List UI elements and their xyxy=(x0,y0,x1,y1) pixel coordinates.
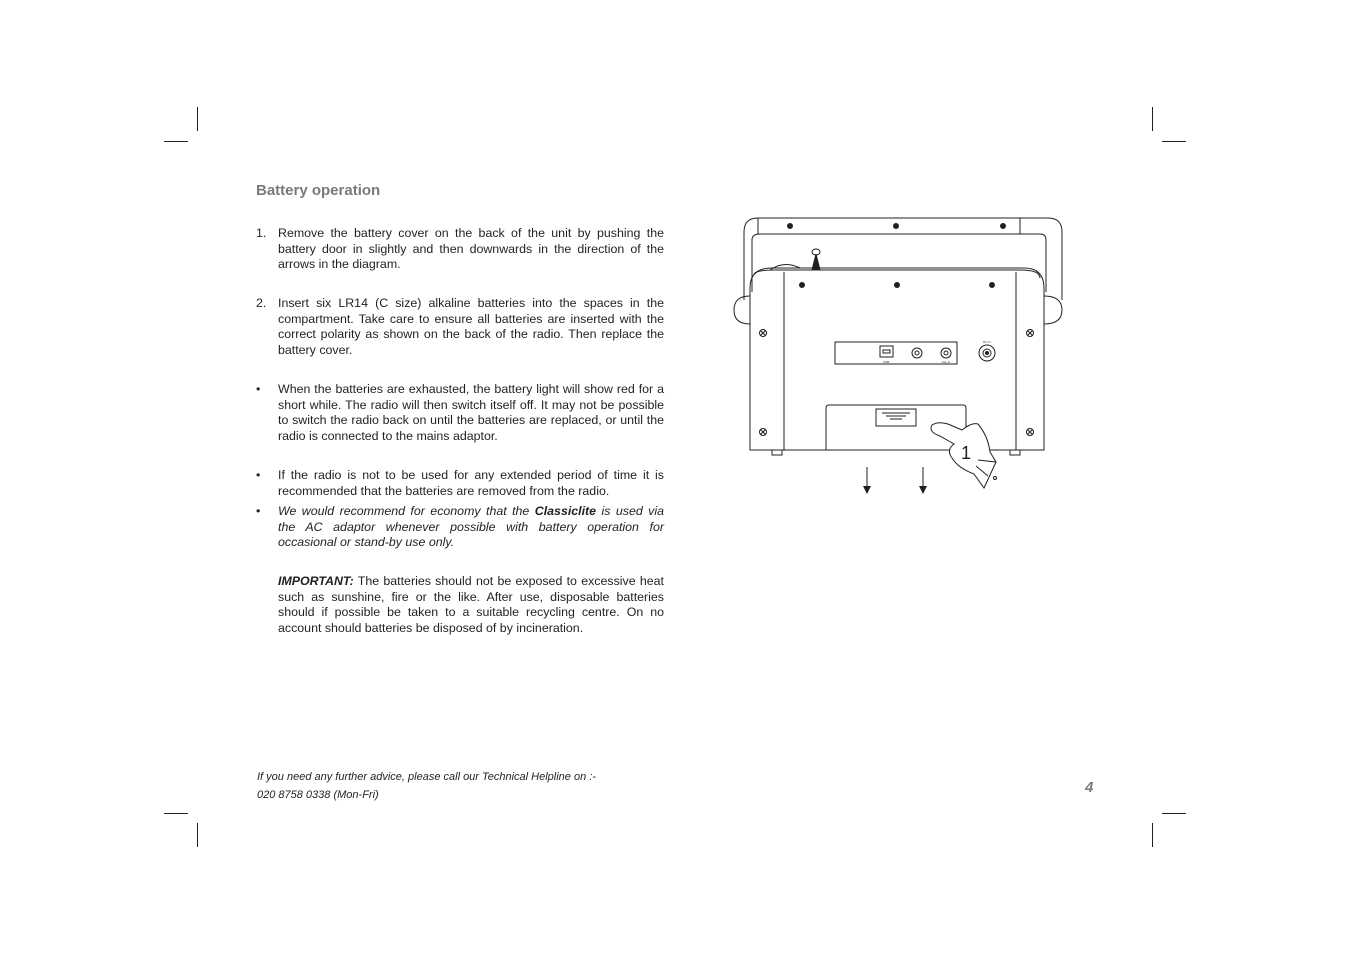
step-text: Remove the battery cover on the back of the unit by pushing the battery door in slightly and then downwards in the direction of the arrows in the diagram. xyxy=(278,226,664,271)
aux-in-label: Aux In xyxy=(941,360,951,364)
footer xyxy=(257,768,596,804)
handle-outline xyxy=(744,218,1062,300)
bullet-text: When the batteries are exhausted, the battery light will show red for a short while. The radio will then switch itself off. It may not be possible to switch the radio back on until the batteries are replaced, or until the radio is connected to the mains adaptor. xyxy=(278,382,664,443)
important-label: IMPORTANT: xyxy=(278,574,354,588)
crop-mark xyxy=(1152,823,1153,847)
dc-in-label: DC In xyxy=(983,340,991,344)
bullet-battery-light xyxy=(256,382,664,444)
bullet-text: If the radio is not to be used for any extended period of time it is recommended that the batteries are removed from the radio. xyxy=(278,468,664,498)
important-body: The batteries should not be exposed to excessive heat such as sunshine, fire or the like. After use, disposable batteries should if possible be taken to a suitable recycling centre. On no account should batteries be disposed of by incineration. xyxy=(278,574,664,635)
battery-latch xyxy=(876,409,916,426)
product-name: Classiclite xyxy=(534,504,597,518)
crop-mark xyxy=(197,823,198,847)
headphone-jack xyxy=(912,348,922,358)
step-1 xyxy=(256,226,664,273)
usb-port xyxy=(880,346,893,357)
step-2 xyxy=(256,296,664,358)
radio-back-diagram xyxy=(726,212,1066,502)
crop-mark xyxy=(164,813,188,814)
step-label: 1 xyxy=(961,443,972,463)
important-note xyxy=(256,574,664,636)
bullet-icon: • xyxy=(256,504,261,518)
bullet-economy xyxy=(256,504,664,551)
step-number: 2. xyxy=(256,296,267,310)
connector-panel xyxy=(835,342,957,364)
bullet-icon: • xyxy=(256,382,261,396)
page-number: 4 xyxy=(1085,779,1094,796)
helpline-number: 020 8758 0338 (Mon-Fri) xyxy=(257,789,379,801)
usb-label: USB xyxy=(882,360,890,364)
aux-in-jack xyxy=(941,348,951,358)
crop-mark xyxy=(1162,141,1186,142)
bullet-remove-batteries xyxy=(256,468,664,499)
bullet-icon: • xyxy=(256,468,261,482)
section-heading: Battery operation xyxy=(256,182,381,199)
crop-mark xyxy=(1162,813,1186,814)
economy-text-after: is used via the AC adaptor whenever possible with battery operation for occasional or stand-by use only. xyxy=(278,504,665,549)
step-number: 1. xyxy=(256,226,267,240)
crop-mark xyxy=(197,107,198,131)
helpline-text: If you need any further advice, please call our Technical Helpline on :- xyxy=(257,771,596,783)
economy-text-before: We would recommend for economy that the xyxy=(278,504,535,518)
important-text xyxy=(278,574,664,636)
radio-body xyxy=(750,268,1044,450)
crop-mark xyxy=(164,141,188,142)
crop-mark xyxy=(1152,107,1153,131)
bullet-text xyxy=(278,504,664,551)
step-text: Insert six LR14 (C size) alkaline batteries into the spaces in the compartment. Take care to ensure all batteries are inserted with the correct polarity as shown on the back of the radio. Then replace the battery cover. xyxy=(278,296,664,357)
